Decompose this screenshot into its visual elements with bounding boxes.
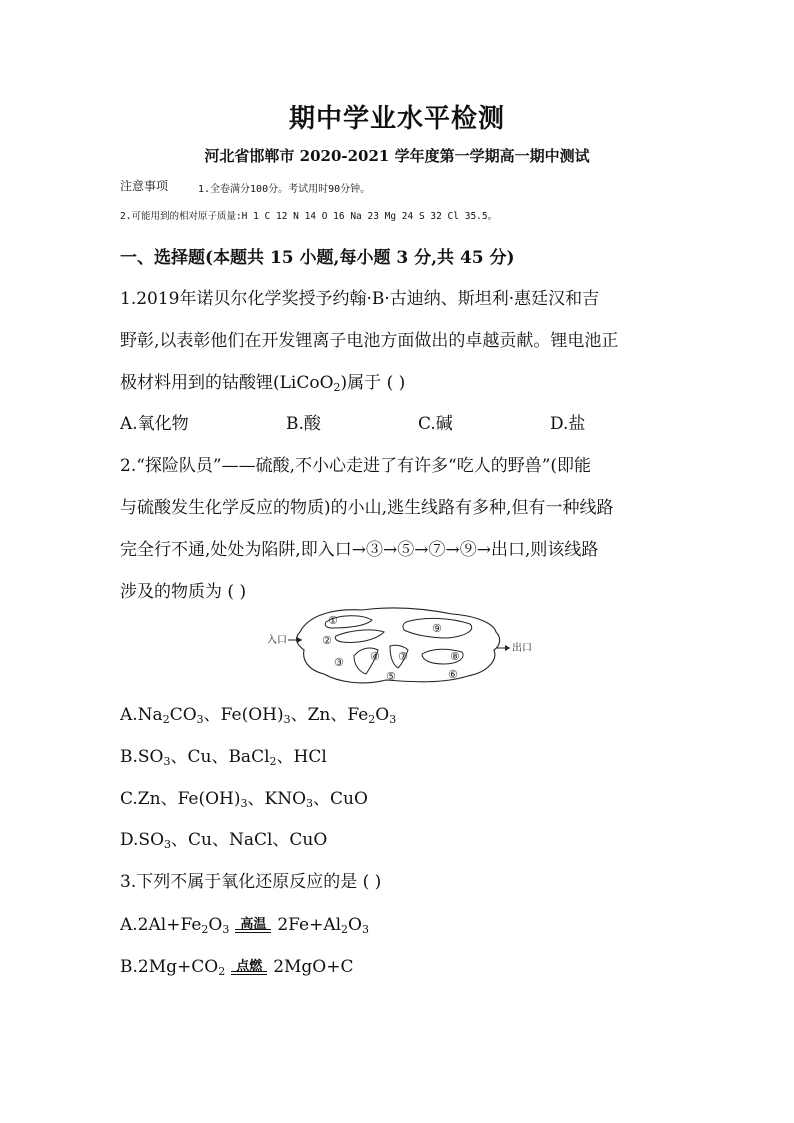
q2-line-1: 2.“探险队员”——硫酸,不小心走进了有许多“吃人的野兽”(即能	[120, 456, 592, 476]
q1-option-a: A.氧化物	[120, 414, 189, 434]
maze-blob-2	[335, 630, 384, 643]
q1-line-1: 1.2019年诺贝尔化学奖授予约翰·B·古迪纳、斯坦利·惠廷汉和吉	[120, 289, 600, 309]
q1-line-3-sub: 2	[333, 381, 341, 394]
maze-diagram	[262, 602, 542, 688]
q1-line-3	[120, 368, 405, 393]
section-heading: 一、选择题(本题共 15 小题,每小题 3 分,共 45 分)	[120, 248, 515, 268]
q1-option-c: C.碱	[418, 414, 453, 434]
q1-line-3-tail: )属于 ( )	[340, 373, 406, 393]
maze-label-9: ⑨	[432, 622, 442, 635]
q2-option-b: $B.SO_3$、Cu、BaCl$_2$、HCl	[120, 747, 327, 768]
maze-label-5: ⑤	[386, 670, 396, 683]
page-subtitle: 河北省邯郸市 2020-2021 学年度第一学期高一期中测试	[204, 147, 590, 165]
maze-label-6: ⑥	[448, 668, 458, 681]
q2-option-a: $A.Na_2CO_3$、$Fe(OH)_3$、Zn、$Fe_2O_3$	[120, 705, 397, 726]
maze-label-3: ③	[334, 656, 344, 669]
q3-stem: 3.下列不属于氧化还原反应的是 ( )	[120, 872, 382, 892]
maze-label-4: ④	[370, 650, 380, 663]
q2-line-4: 涉及的物质为 ( )	[120, 582, 247, 602]
maze-entry-label: 入口	[267, 635, 287, 646]
q2-option-d: $D.SO_3$、Cu、NaCl、CuO	[120, 830, 328, 851]
maze-label-2: ②	[322, 634, 332, 647]
q1-line-2: 野彰,以表彰他们在开发锂离子电池方面做出的卓越贡献。锂电池正	[120, 331, 619, 351]
q3-option-b: $B.2Mg+CO_2$ 点燃 2MgO+C	[120, 957, 354, 978]
maze-label-8: ⑧	[450, 650, 460, 663]
notes-label: 注意事项	[120, 179, 169, 193]
q2-line-3: 完全行不通,处处为陷阱,即入口→③→⑤→⑦→⑨→出口,则该线路	[120, 540, 599, 560]
q2-line-2: 与硫酸发生化学反应的物质)的小山,逃生线路有多种,但有一种线路	[120, 498, 614, 518]
q1-option-d: D.盐	[550, 414, 586, 434]
q2-option-c: C.Zn、$Fe(OH)_3$、$KNO_3$、CuO	[120, 789, 368, 810]
q1-option-b: B.酸	[286, 414, 321, 434]
page-title: 期中学业水平检测	[288, 104, 505, 134]
maze-label-1: ①	[328, 614, 338, 627]
maze-exit-label: 出口	[512, 643, 532, 654]
notes-line-2: 2.可能用到的相对原子质量:H 1 C 12 N 14 O 16 Na 23 Mg 24 S 32 Cl 35.5。	[120, 211, 498, 222]
q1-line-3-text: 极材料用到的钴酸锂(LiCoO	[120, 373, 334, 393]
maze-label-7: ⑦	[398, 650, 408, 663]
notes-line-1: 1.全卷满分100分。考试用时90分钟。	[198, 184, 371, 195]
q3-option-a: $A.2Al+Fe_2O_3$ 高温 $2Fe+Al_2O_3$	[120, 915, 369, 936]
